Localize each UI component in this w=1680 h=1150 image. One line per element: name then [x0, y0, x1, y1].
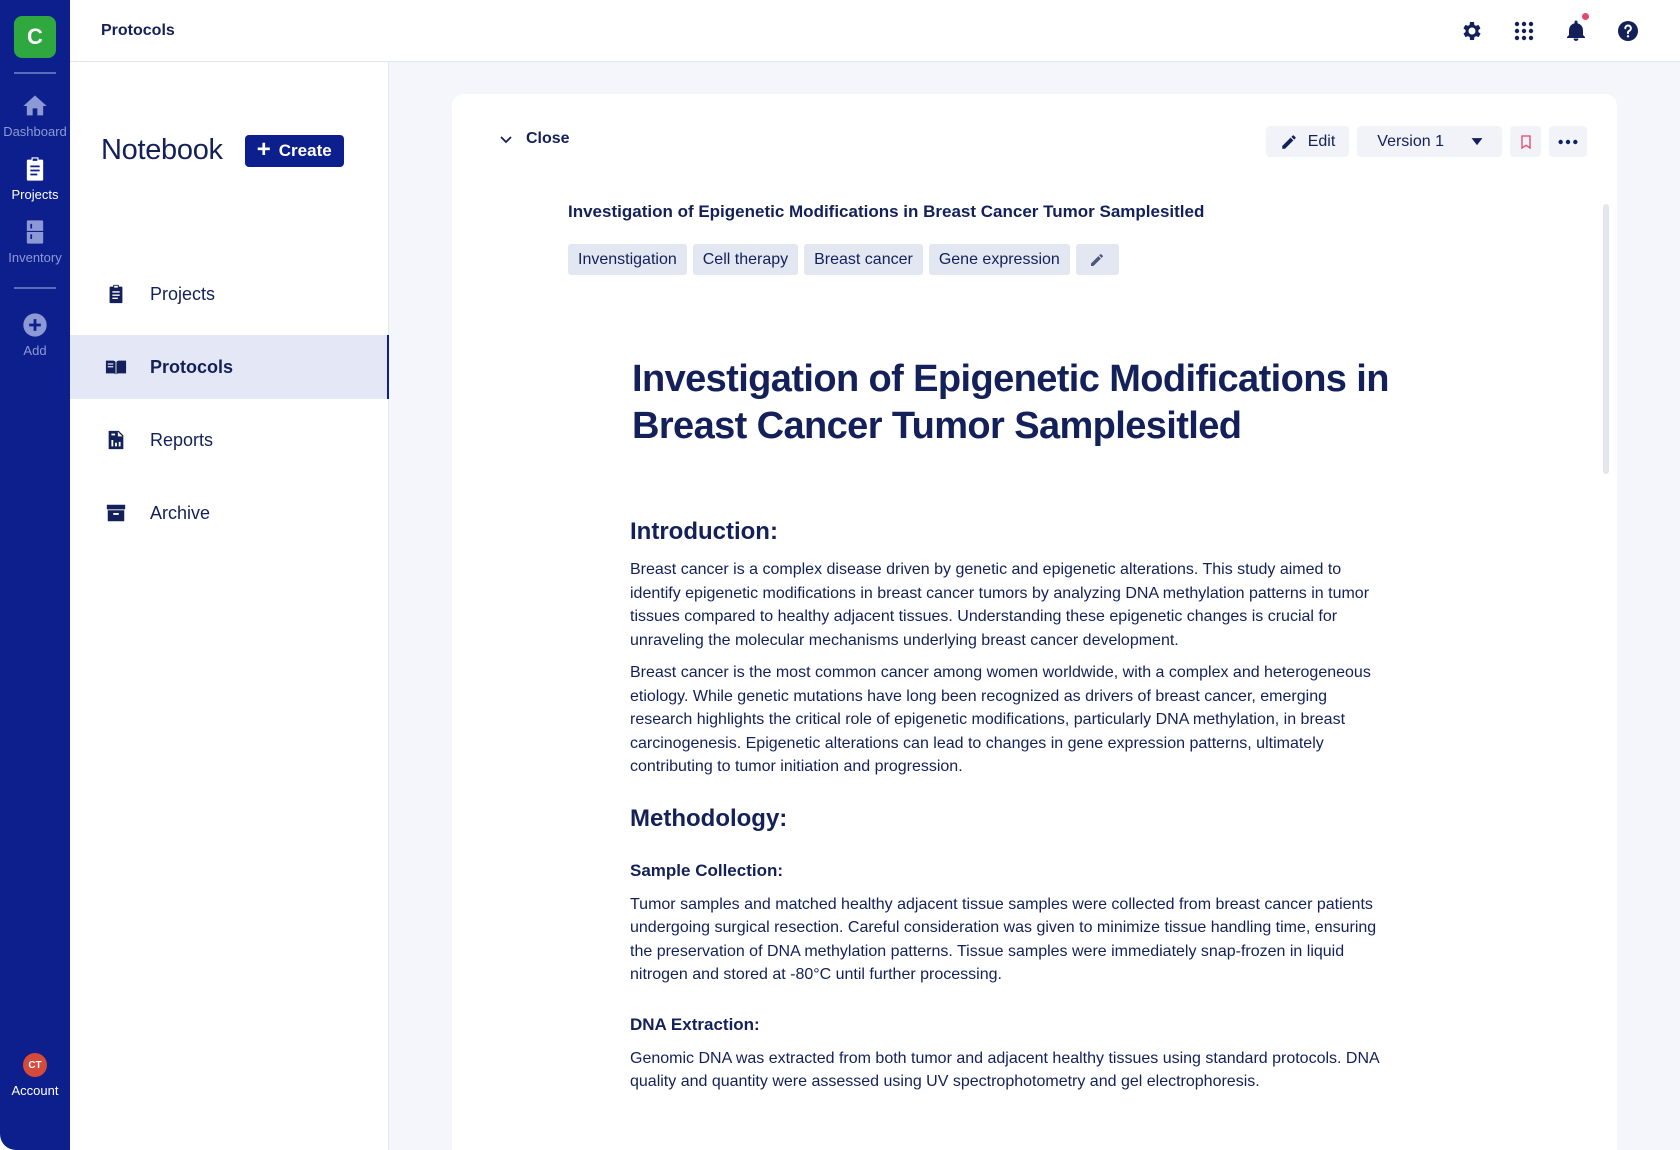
- apps-button[interactable]: [1512, 19, 1536, 43]
- document-title-line: Breast Cancer Tumor Samplesitled: [632, 405, 1242, 447]
- breadcrumb: Protocols: [101, 21, 175, 39]
- settings-button[interactable]: [1460, 19, 1484, 43]
- scrollbar[interactable]: [1603, 204, 1609, 474]
- methodology-heading: Methodology:: [630, 804, 788, 832]
- more-options-button[interactable]: [1549, 126, 1587, 157]
- bell-icon: [1564, 19, 1588, 43]
- more-dots-icon: [1557, 131, 1579, 153]
- bookmark-icon: [1518, 134, 1534, 150]
- edit-label: Edit: [1307, 132, 1336, 150]
- notebook-item-projects[interactable]: [70, 262, 389, 326]
- rail-item-dashboard[interactable]: [0, 84, 70, 147]
- close-label: Close: [526, 130, 570, 147]
- pencil-icon: [1089, 252, 1105, 268]
- plus-icon: +: [256, 135, 271, 163]
- avatar: CT: [23, 1053, 47, 1077]
- app-rail: [0, 0, 70, 1150]
- rail-item-label: Projects: [11, 187, 59, 202]
- help-icon: [1616, 19, 1640, 43]
- paragraph: Genomic DNA was extracted from both tumor and adjacent healthy tissues using standard protocols. DNA quality and quantity were assessed using UV spectrophotometry and gel electrophoresis.: [630, 1049, 1379, 1090]
- rail-item-label: Dashboard: [3, 124, 67, 139]
- notebook-item-label: Protocols: [150, 356, 234, 377]
- rail-item-projects[interactable]: [0, 147, 70, 210]
- clipboard-icon: [21, 155, 49, 183]
- paragraph: Tumor samples and matched healthy adjacent tissue samples were collected from breast cancer patients undergoing surgical resection. Careful consideration was given to minimize tissue handling time, ensuring the preservation of DNA methylation patterns. Tissue samples were immediately snap-frozen in liquid nitrogen and stored at -80°C until further processing.: [630, 895, 1377, 983]
- tag[interactable]: Gene expression: [929, 244, 1070, 275]
- account-button[interactable]: [0, 1053, 70, 1098]
- paragraph: Breast cancer is the most common cancer among women worldwide, with a complex and heterogeneous etiology. While genetic mutations have long been recognized as drivers of breast cancer, emerging research highlights the critical role of epigenetic modifications, particularly DNA methylation, in breast carcinogenesis. Epigenetic alterations can lead to changes in gene expression patterns, ultimately contributing to tumor initiation and progression.: [630, 664, 1371, 775]
- edit-tags-button[interactable]: [1076, 244, 1119, 275]
- rail-item-add[interactable]: [0, 303, 70, 366]
- notebook-item-label: Archive: [150, 502, 211, 523]
- plus-circle-icon: [21, 311, 49, 339]
- rail-divider: [14, 287, 56, 289]
- pencil-icon: [1280, 133, 1298, 151]
- gear-icon: [1460, 19, 1484, 43]
- rail-item-label: Add: [23, 343, 47, 358]
- bookmark-button[interactable]: [1510, 126, 1541, 157]
- tag-list: [568, 244, 1119, 275]
- edit-button[interactable]: [1266, 126, 1350, 157]
- clipboard-icon: [105, 283, 127, 305]
- dna-extraction-heading: DNA Extraction:: [630, 1014, 760, 1034]
- archive-icon: [105, 502, 127, 524]
- protocol-title: Investigation of Epigenetic Modifications in Breast Cancer Tumor Samplesitled: [568, 202, 1205, 221]
- top-bar: [70, 0, 1680, 62]
- book-icon: [105, 356, 127, 378]
- create-button[interactable]: [245, 135, 344, 167]
- chevron-down-icon: [498, 131, 514, 147]
- protocol-document: [630, 356, 1390, 1103]
- tag[interactable]: Breast cancer: [804, 244, 923, 275]
- notebook-item-reports[interactable]: [70, 408, 389, 472]
- notebook-header: [101, 134, 344, 167]
- notification-dot: [1582, 13, 1589, 20]
- home-icon: [21, 92, 49, 120]
- notebook-item-label: Projects: [150, 283, 216, 304]
- version-label: Version 1: [1377, 132, 1444, 150]
- notebook-item-archive[interactable]: [70, 481, 389, 545]
- caret-down-icon: [1470, 135, 1484, 149]
- apps-grid-icon: [1512, 19, 1536, 43]
- tag[interactable]: Cell therapy: [693, 244, 798, 275]
- document-title-line: Investigation of Epigenetic Modifications in: [632, 358, 1389, 400]
- help-button[interactable]: [1616, 19, 1640, 43]
- topbar-icons: [1460, 0, 1640, 62]
- rail-item-label: Inventory: [8, 250, 62, 265]
- notebook-title: Notebook: [101, 134, 223, 166]
- notebook-item-protocols[interactable]: [70, 335, 389, 399]
- report-icon: [105, 429, 127, 451]
- protocol-card: [452, 94, 1617, 1150]
- close-button[interactable]: [498, 130, 570, 148]
- rail-item-inventory[interactable]: [0, 210, 70, 273]
- create-label: Create: [278, 140, 332, 160]
- introduction-heading: Introduction:: [630, 518, 778, 545]
- card-actions: [1266, 126, 1587, 157]
- sample-collection-heading: Sample Collection:: [630, 860, 784, 880]
- notebook-item-label: Reports: [150, 429, 214, 450]
- app-logo[interactable]: C: [14, 16, 56, 58]
- main-area: [389, 62, 1680, 1150]
- paragraph: Breast cancer is a complex disease driven by genetic and epigenetic alterations. This study aimed to identify epigenetic modifications in breast cancer tumors by analyzing DNA methylation patterns in tumor tissues compared to healthy adjacent tissues. Understanding these epigenetic changes is crucial for unraveling the molecular mechanisms underlying breast cancer development.: [630, 561, 1370, 649]
- document-title: [632, 356, 1390, 450]
- fridge-icon: [21, 218, 49, 246]
- card-toolbar: [452, 94, 1617, 182]
- notebook-panel: [70, 62, 389, 1150]
- version-select[interactable]: [1357, 126, 1502, 157]
- account-label: Account: [11, 1083, 59, 1098]
- notifications-button[interactable]: [1564, 19, 1588, 43]
- notebook-menu: [70, 262, 389, 554]
- rail-divider: [14, 72, 56, 74]
- tag[interactable]: Invenstigation: [568, 244, 687, 275]
